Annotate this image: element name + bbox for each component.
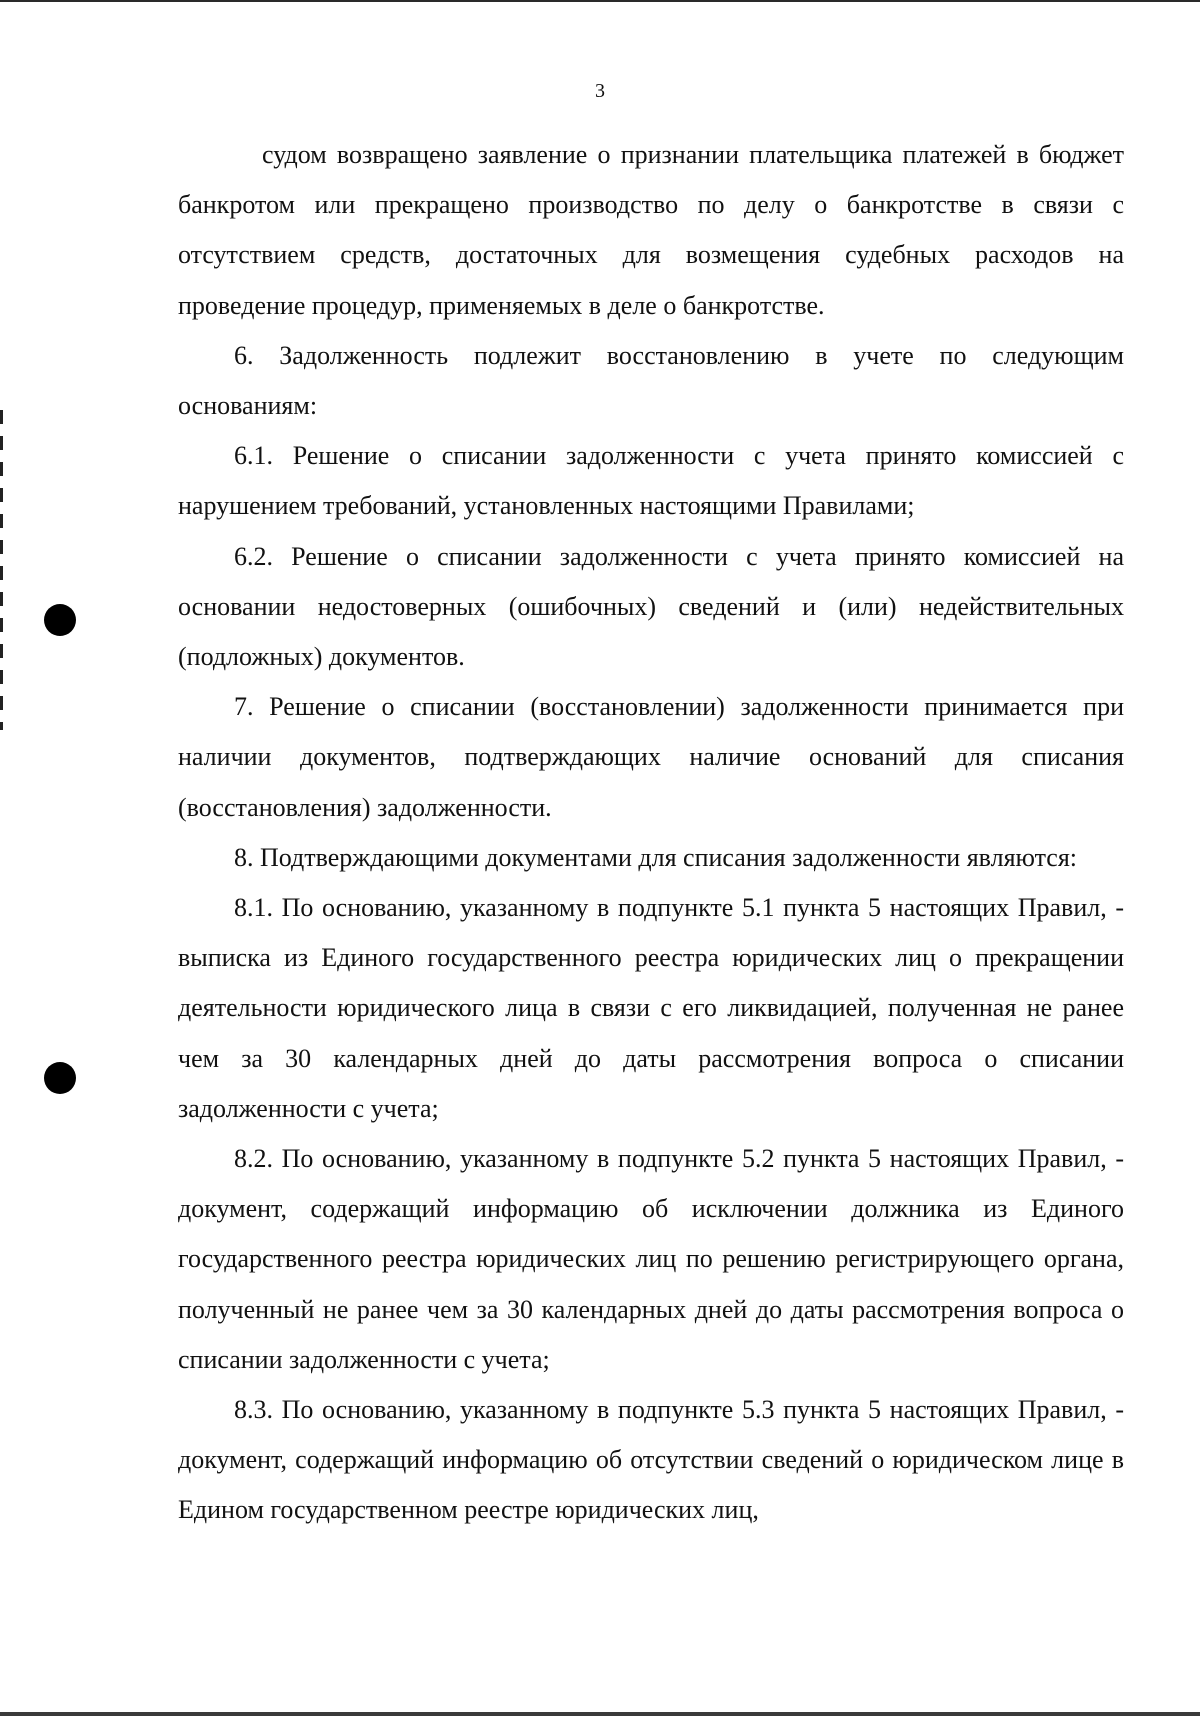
paragraph-7: 7. Решение о списании (восстановлении) задолженности принимается при наличии документов, подтверждающих наличие оснований для списания (восстановления) задолженности. (178, 692, 1124, 822)
paragraph-6-2: 6.2. Решение о списании задолженности с учета принято комиссией на основании недостоверных (ошибочных) сведений и (или) недействительных (подложных) документов. (178, 541, 1124, 672)
scan-bottom-edge (0, 1712, 1200, 1716)
paragraph-8-1: 8.1. По основанию, указанному в подпункте 5.1 пункта 5 настоящих Правил, - выписка из Единого государственного реестра юридических лиц о прекращении деятельности юридического лица в связи с его ликвидацией, полученная не ранее чем за 30 календарных дней до даты рассмотрения вопроса о списании задолженности с учета; (178, 893, 1124, 1123)
paragraph-8-3: 8.3. По основанию, указанному в подпункте 5.3 пункта 5 настоящих Правил, - документ, содержащий информацию об отсутствии сведений о юридическом лице в Едином государственном реестре юридических лиц, (178, 1395, 1124, 1525)
punch-hole (44, 604, 76, 636)
paragraph-6: 6. Задолженность подлежит восстановлению в учете по следующим основаниям: (178, 340, 1124, 421)
page-number: 3 (595, 80, 605, 102)
scan-top-edge (0, 0, 1200, 2)
binder-marks (0, 410, 3, 730)
paragraph-8: 8. Подтверждающими документами для списания задолженности являются: (234, 842, 1078, 872)
paragraph-continuation: судом возвращено заявление о признании плательщика платежей в бюджет банкротом или прекращено производство по делу о банкротстве в связи с отсутствием средств, достаточных для возмещения судебных расходов на проведение процедур, применяемых в деле о банкротстве. (178, 140, 1124, 320)
paragraph-8-2: 8.2. По основанию, указанному в подпункте 5.2 пункта 5 настоящих Правил, - документ, содержащий информацию об исключении должника из Единого государственного реестра юридических лиц по решению регистрирующего органа, полученный не ранее чем за 30 календарных дней до даты рассмотрения вопроса о списании задолженности с учета; (178, 1144, 1124, 1374)
punch-hole (44, 1062, 76, 1094)
document-body (178, 130, 1124, 1536)
paragraph-6-1: 6.1. Решение о списании задолженности с учета принято комиссией с нарушением требований, установленных настоящими Правилами; (178, 441, 1124, 521)
